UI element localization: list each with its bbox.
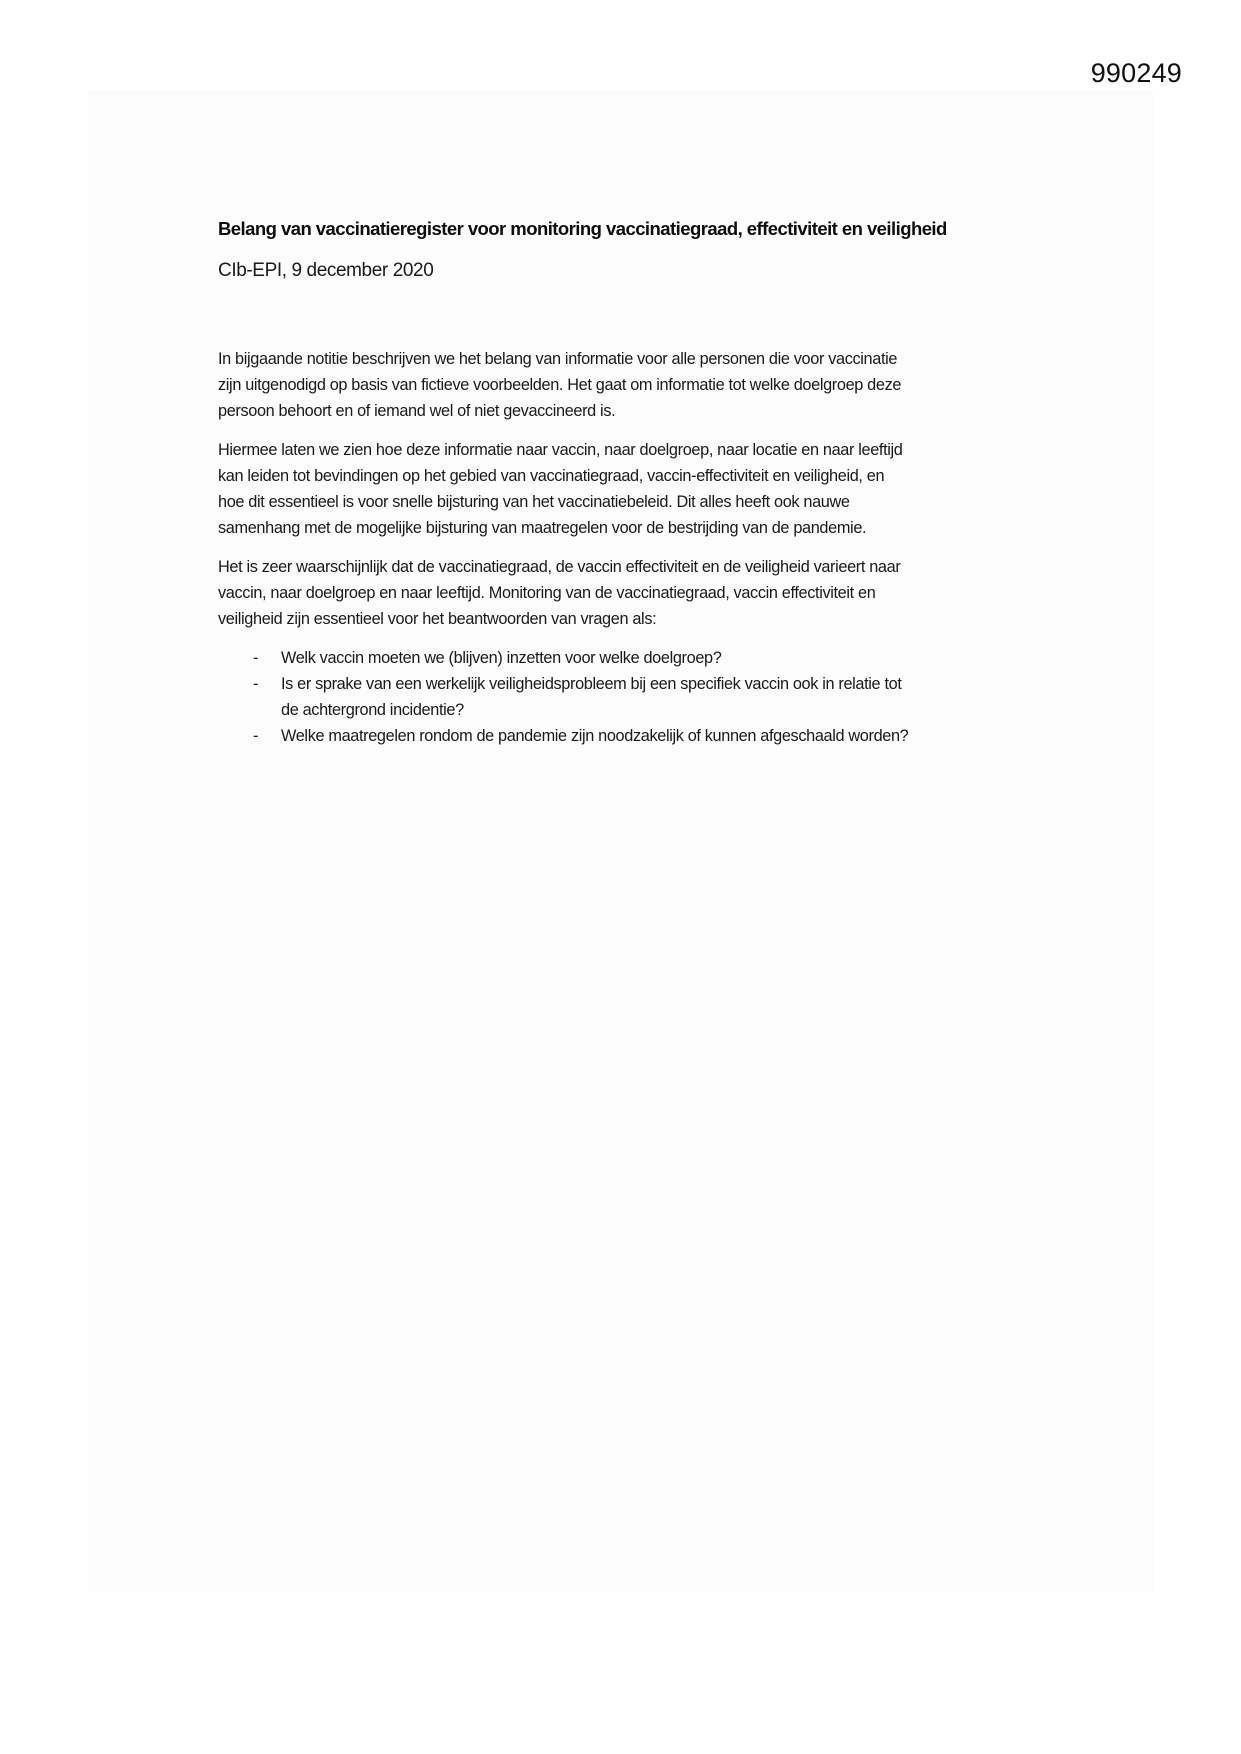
list-item-line: Is er sprake van een werkelijk veiligheidsprobleem bij een specifiek vaccin ook in relatie tot [281,675,902,693]
paragraph-line: samenhang met de mogelijke bijsturing van maatregelen voor de bestrijding van de pandemie. [218,519,867,537]
paragraph-line: Hiermee laten we zien hoe deze informatie naar vaccin, naar doelgroep, naar locatie en naar leeftijd [218,441,903,459]
question-list [218,645,1028,749]
document-id: 990249 [1090,58,1182,88]
paragraph-line: hoe dit essentieel is voor snelle bijsturing van het vaccinatiebeleid. Dit alles heeft ook nauwe [218,493,850,511]
list-item-line: Welk vaccin moeten we (blijven) inzetten voor welke doelgroep? [281,649,722,667]
list-item-line: Welke maatregelen rondom de pandemie zijn noodzakelijk of kunnen afgeschaald worden? [281,727,909,745]
list-item-line: de achtergrond incidentie? [281,701,464,719]
dash-bullet-icon: - [253,727,259,745]
paragraph-line: zijn uitgenodigd op basis van fictieve voorbeelden. Het gaat om informatie tot welke doelgroep deze [218,376,902,394]
paragraph-monitoring [218,554,1028,632]
paragraph-line: kan leiden tot bevindingen op het gebied van vaccinatiegraad, vaccin-effectiviteit en veiligheid, en [218,467,885,485]
page-scan-area [88,90,1153,1592]
list-item [218,645,1028,671]
paragraph-line: In bijgaande notitie beschrijven we het belang van informatie voor alle personen die voor vaccinatie [218,350,898,368]
list-item [218,671,1028,723]
paragraph-purpose [218,437,1028,541]
paragraph-line: veiligheid zijn essentieel voor het beantwoorden van vragen als: [218,610,657,628]
dash-bullet-icon: - [253,649,259,667]
paragraph-line: Het is zeer waarschijnlijk dat de vaccinatiegraad, de vaccin effectiviteit en de veiligheid varieert naar [218,558,901,576]
list-item [218,723,1028,749]
document-title: Belang van vaccinatieregister voor monitoring vaccinatiegraad, effectiviteit en veiligheid [218,218,947,239]
document-subtitle: CIb-EPI, 9 december 2020 [218,260,434,281]
paragraph-intro [218,346,1028,424]
dash-bullet-icon: - [253,675,259,693]
paragraph-line: persoon behoort en of iemand wel of niet gevaccineerd is. [218,402,616,420]
paragraph-line: vaccin, naar doelgroep en naar leeftijd. Monitoring van de vaccinatiegraad, vaccin effectiviteit en [218,584,876,602]
